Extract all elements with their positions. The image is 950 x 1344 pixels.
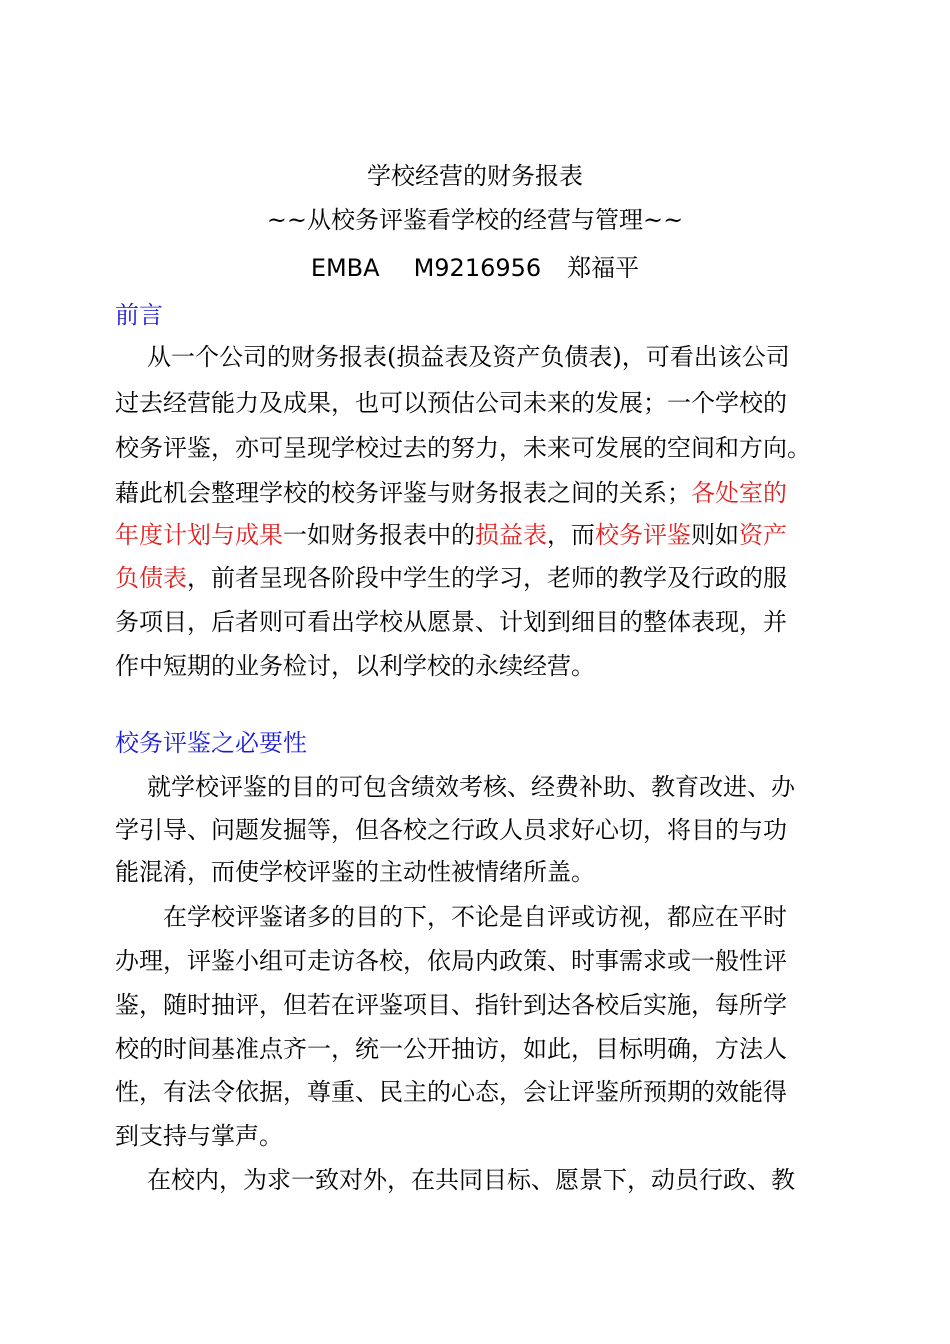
document-title: 学校经营的财务报表 bbox=[367, 162, 583, 190]
section-heading-preface: 前言 bbox=[115, 301, 163, 329]
paragraph-line bbox=[115, 1121, 283, 1151]
highlighted-text: 校务评鉴 bbox=[595, 521, 691, 549]
highlighted-text: 资产 bbox=[739, 521, 787, 549]
section-heading-necessity: 校务评鉴之必要性 bbox=[115, 729, 307, 757]
text-run: 从一个公司的财务报表(损益表及资产负债表)，可看出该公司 bbox=[147, 343, 790, 371]
text-run: 藉此机会整理学校的校务评鉴与财务报表之间的关系； bbox=[115, 479, 691, 507]
paragraph-line bbox=[115, 388, 787, 418]
paragraph-line bbox=[115, 563, 787, 593]
paragraph-line bbox=[115, 651, 595, 681]
highlighted-text: 各处室的 bbox=[691, 479, 787, 507]
text-run: 办理，评鉴小组可走访各校，依局内政策、时事需求或一般性评 bbox=[115, 947, 787, 975]
text-run: 作中短期的业务检讨，以利学校的永续经营。 bbox=[115, 652, 595, 680]
paragraph-line bbox=[115, 990, 787, 1020]
author-name: 郑福平 bbox=[567, 254, 640, 282]
text-run: 则如 bbox=[691, 521, 739, 549]
text-run: 鉴，随时抽评，但若在评鉴项目、指针到达各校后实施，每所学 bbox=[115, 991, 787, 1019]
author-program: EMBA bbox=[310, 254, 380, 282]
text-run: 在校内，为求一致对外，在共同目标、愿景下，动员行政、教 bbox=[147, 1166, 795, 1194]
paragraph-line bbox=[147, 342, 790, 372]
author-line bbox=[0, 253, 950, 283]
paragraph-line bbox=[115, 946, 787, 976]
text-run: 就学校评鉴的目的可包含绩效考核、经费补助、教育改进、办 bbox=[147, 773, 795, 801]
text-run: 一如财务报表中的 bbox=[283, 521, 475, 549]
text-run: ，而 bbox=[547, 521, 595, 549]
highlighted-text: 年度计划与成果 bbox=[115, 521, 283, 549]
paragraph-line bbox=[115, 1077, 787, 1107]
text-run: 过去经营能力及成果，也可以预估公司未来的发展；一个学校的 bbox=[115, 389, 787, 417]
text-run: 到支持与掌声。 bbox=[115, 1122, 283, 1150]
text-run: 在学校评鉴诸多的目的下，不论是自评或访视，都应在平时 bbox=[163, 903, 787, 931]
highlighted-text: 负债表 bbox=[115, 564, 187, 592]
paragraph-line bbox=[147, 1165, 795, 1195]
text-run: 校务评鉴，亦可呈现学校过去的努力，未来可发展的空间和方向。 bbox=[115, 434, 811, 462]
paragraph-line bbox=[115, 433, 811, 463]
text-run: 校的时间基准点齐一，统一公开抽访，如此，目标明确，方法人 bbox=[115, 1035, 787, 1063]
paragraph-line bbox=[163, 902, 787, 932]
paragraph-line bbox=[115, 520, 787, 550]
paragraph-line bbox=[115, 1034, 787, 1064]
paragraph-line bbox=[115, 607, 787, 637]
text-run: 能混淆，而使学校评鉴的主动性被情绪所盖。 bbox=[115, 858, 595, 886]
text-run: 学引导、问题发掘等，但各校之行政人员求好心切，将目的与功 bbox=[115, 816, 787, 844]
text-run: 务项目，后者则可看出学校从愿景、计划到细目的整体表现，并 bbox=[115, 608, 787, 636]
paragraph-line bbox=[115, 478, 787, 508]
paragraph-line bbox=[147, 772, 795, 802]
text-run: ，前者呈现各阶段中学生的学习，老师的教学及行政的服 bbox=[187, 564, 787, 592]
document-subtitle: ~~从校务评鉴看学校的经营与管理~~ bbox=[266, 206, 684, 234]
text-run: 性，有法令依据，尊重、民主的心态，会让评鉴所预期的效能得 bbox=[115, 1078, 787, 1106]
highlighted-text: 损益表 bbox=[475, 521, 547, 549]
paragraph-line bbox=[115, 857, 595, 887]
author-id: M9216956 bbox=[413, 254, 542, 282]
paragraph-line bbox=[115, 815, 787, 845]
